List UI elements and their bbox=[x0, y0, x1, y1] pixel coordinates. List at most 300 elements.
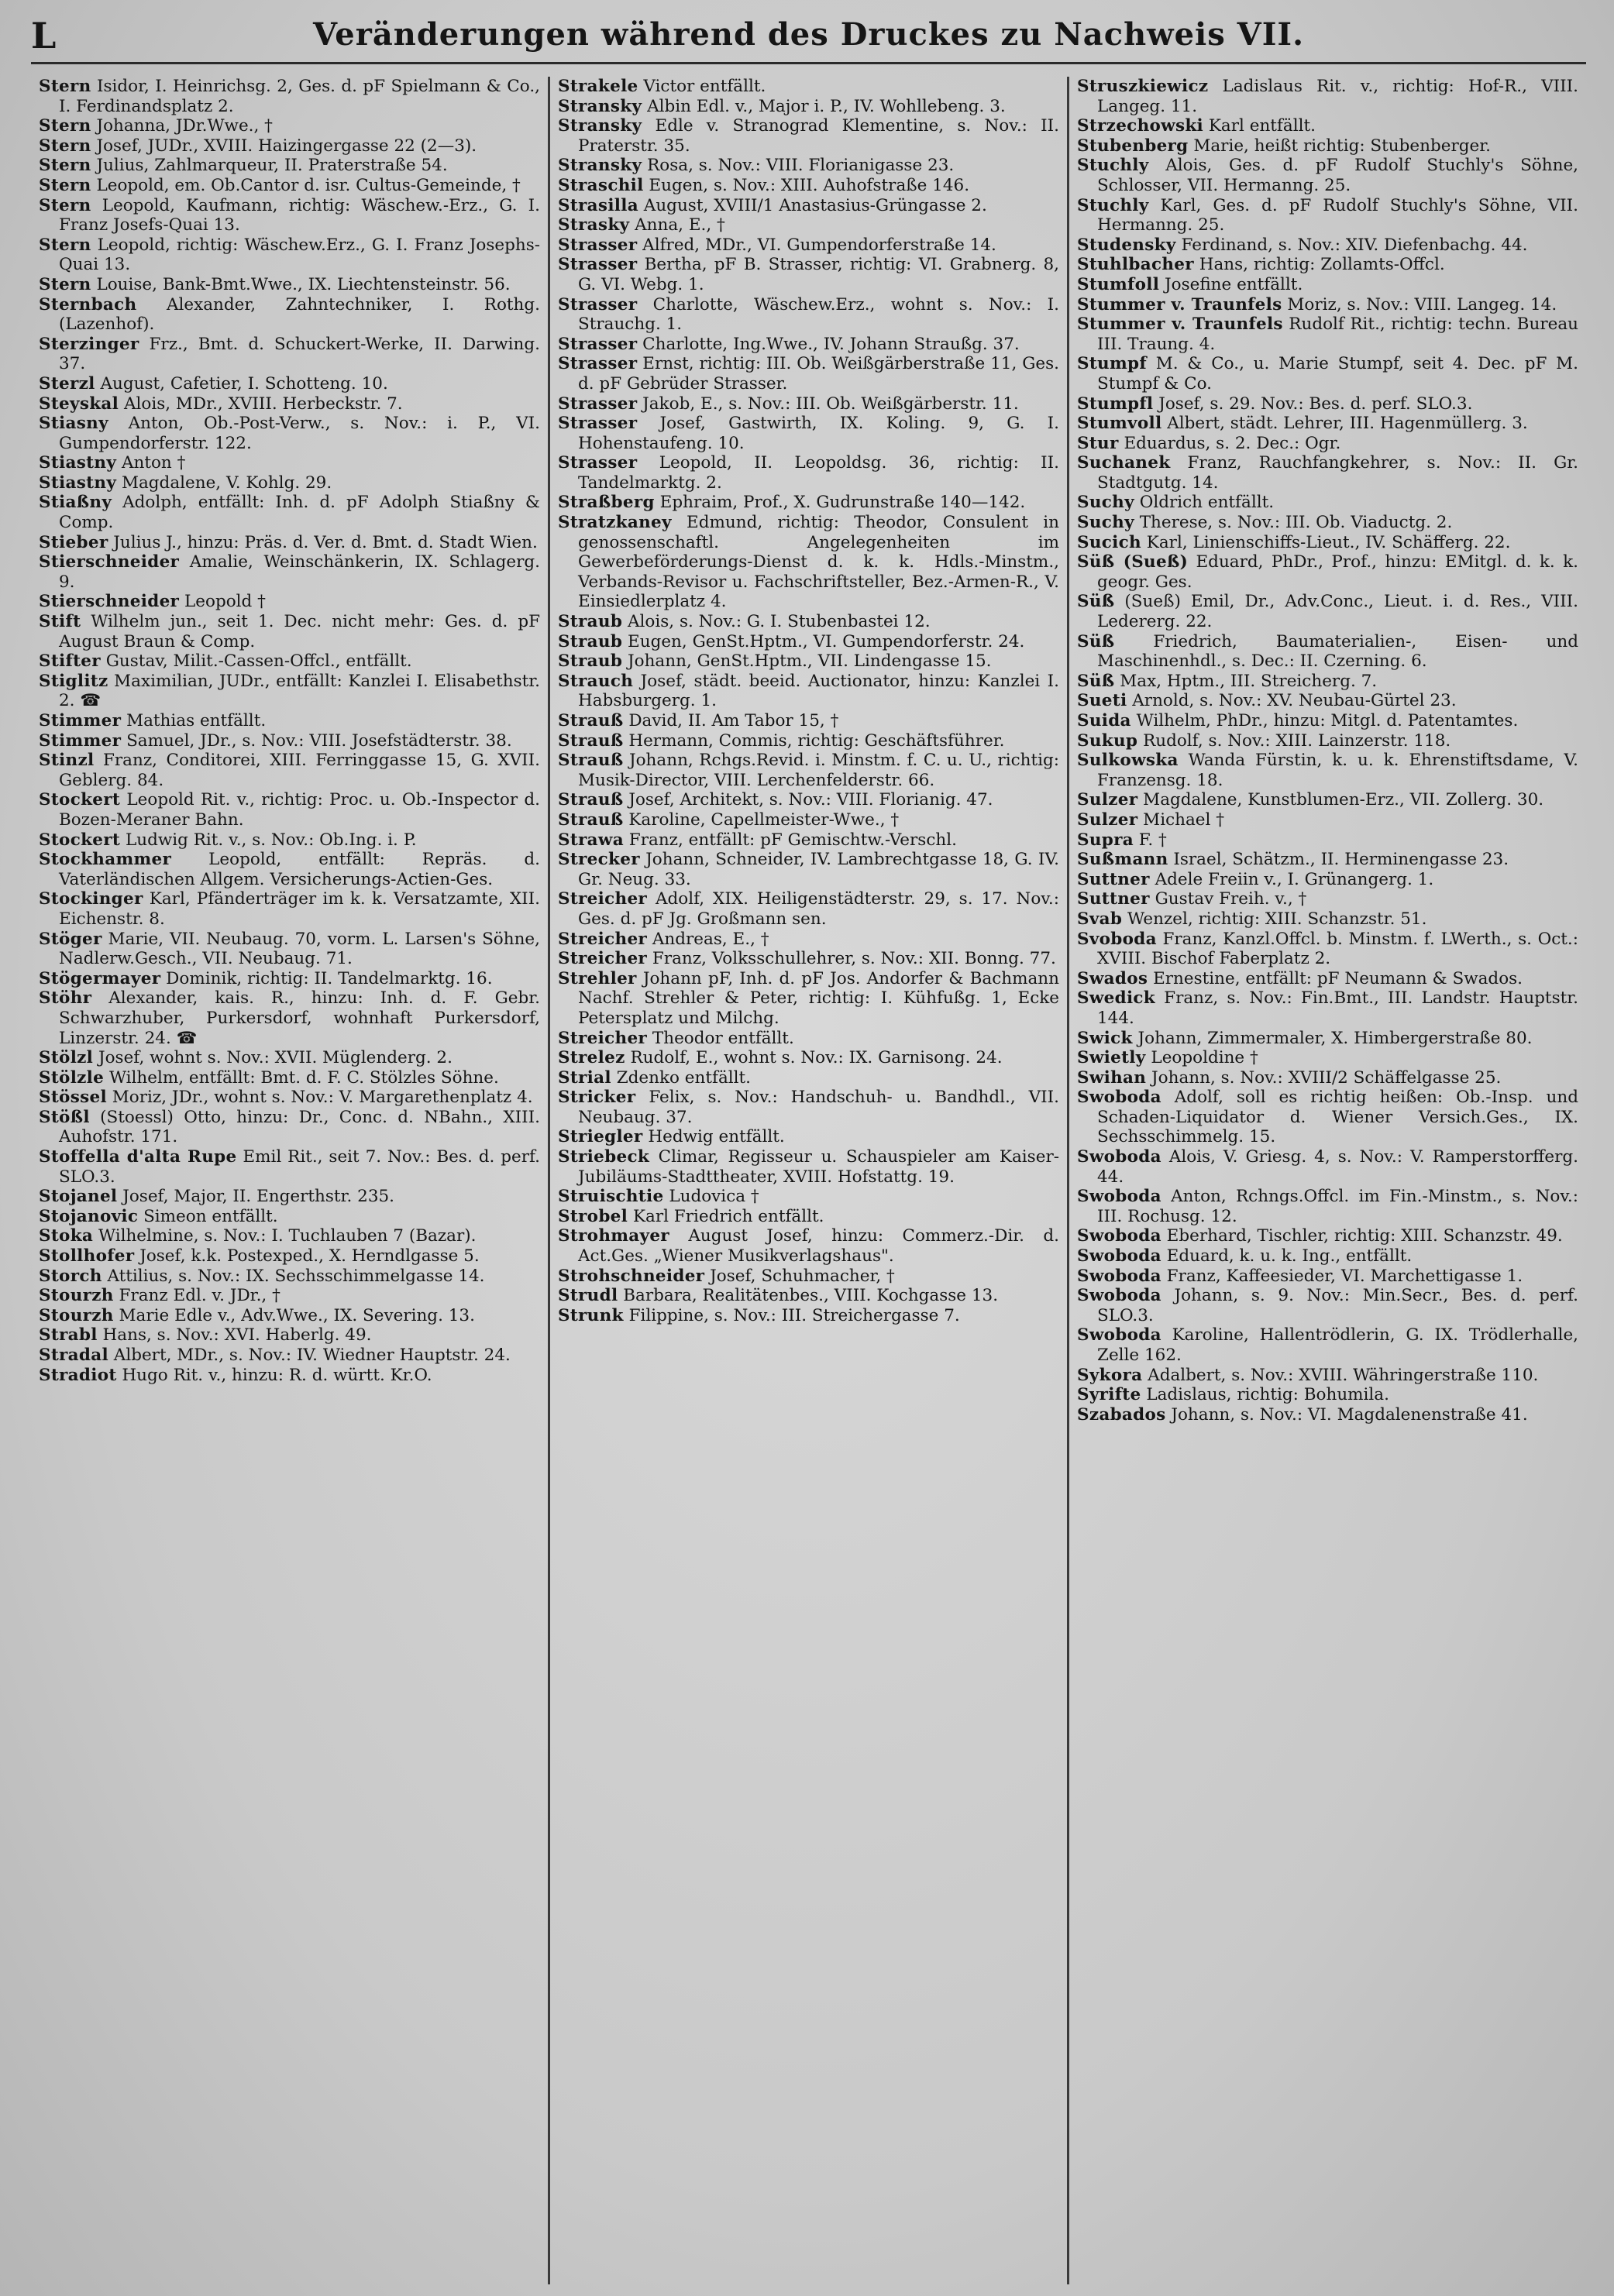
directory-entry bbox=[1077, 691, 1578, 711]
entry-details: Wanda Fürstin, k. u. k. Ehrenstiftsdame, V. Franzensg. 18. bbox=[1097, 751, 1578, 790]
directory-entry bbox=[558, 1127, 1059, 1147]
entry-details: Leopold † bbox=[179, 592, 266, 612]
entry-details: Hans, s. Nov.: XVI. Haberlg. 49. bbox=[97, 1325, 372, 1346]
entry-details: Josef, Architekt, s. Nov.: VIII. Florianig. 47. bbox=[623, 790, 993, 810]
directory-entry bbox=[558, 1187, 1059, 1207]
entry-details: Karl, Pfänderträger im k. k. Versatzamte, XII. Eichenstr. 8. bbox=[59, 889, 540, 929]
entry-name: Strasilla bbox=[558, 195, 638, 215]
entry-name: Swoboda bbox=[1077, 1325, 1161, 1346]
entry-name: Strasser bbox=[558, 334, 638, 354]
entry-details: F. † bbox=[1133, 830, 1167, 850]
entry-details: Friedrich, Baumaterialien-, Eisen- und Maschinenhdl., s. Dec.: II. Czerning. 6. bbox=[1097, 631, 1578, 672]
entry-details: Alois, V. Griesg. 4, s. Nov.: V. Ramperstorfferg. 44. bbox=[1097, 1147, 1578, 1187]
entry-details: Karl entfällt. bbox=[1203, 116, 1316, 136]
entry-details: Wenzel, richtig: XIII. Schanzstr. 51. bbox=[1122, 909, 1427, 929]
entry-name: Stur bbox=[1077, 433, 1119, 453]
entry-name: Strzechowski bbox=[1077, 116, 1204, 136]
entry-name: Stuchly bbox=[1077, 156, 1149, 176]
entry-details: Johann, GenSt.Hptm., VII. Lindengasse 15. bbox=[622, 651, 992, 672]
entry-name: Süß bbox=[1077, 671, 1115, 691]
directory-entry bbox=[39, 552, 540, 592]
entry-name: Swoboda bbox=[1077, 1088, 1161, 1108]
directory-entry bbox=[558, 830, 1059, 851]
entry-details: Arnold, s. Nov.: XV. Neubau-Gürtel 23. bbox=[1127, 691, 1457, 711]
directory-entry bbox=[39, 930, 540, 969]
directory-entry bbox=[1077, 751, 1578, 790]
entry-name: Sykora bbox=[1077, 1365, 1143, 1385]
directory-entry bbox=[39, 651, 540, 672]
directory-entry bbox=[558, 335, 1059, 355]
entry-details: August, XVIII/1 Anastasius-Grüngasse 2. bbox=[638, 195, 987, 215]
entry-name: Streicher bbox=[558, 949, 648, 969]
directory-entry bbox=[39, 711, 540, 731]
directory-entry bbox=[1077, 77, 1578, 116]
directory-entry bbox=[39, 1048, 540, 1068]
entry-details: Franz Edl. v. JDr., † bbox=[113, 1286, 280, 1306]
entry-name: Steyskal bbox=[39, 394, 119, 414]
entry-name: Strohschneider bbox=[558, 1266, 705, 1286]
entry-name: Strasser bbox=[558, 453, 638, 473]
directory-entry bbox=[558, 1068, 1059, 1088]
directory-entry bbox=[39, 592, 540, 612]
directory-entry bbox=[39, 1246, 540, 1267]
entry-name: Swihan bbox=[1077, 1067, 1147, 1088]
entry-details: Karl, Ges. d. pF Rudolf Stuchly's Söhne, VII. Hermanng. 25. bbox=[1097, 195, 1578, 235]
entry-details: Johanna, JDr.Wwe., † bbox=[91, 116, 273, 136]
entry-name: Stöger bbox=[39, 929, 102, 949]
entry-details: Josef, städt. beeid. Auctionator, hinzu: Kanzlei I. Habsburgerg. 1. bbox=[578, 671, 1059, 711]
entry-name: Stölzle bbox=[39, 1067, 105, 1088]
directory-entry bbox=[39, 275, 540, 295]
directory-entry bbox=[558, 97, 1059, 117]
directory-entry bbox=[39, 790, 540, 830]
entry-details: Charlotte, Wäschew.Erz., wohnt s. Nov.: I. Strauchg. 1. bbox=[578, 294, 1059, 335]
entry-name: Stiasny bbox=[39, 414, 108, 434]
entry-details: Franz, Conditorei, XIII. Ferringgasse 15, G. XVII. Geblerg. 84. bbox=[59, 751, 540, 790]
entry-name: Stierschneider bbox=[39, 552, 180, 572]
directory-entry bbox=[1077, 235, 1578, 256]
entry-name: Stöhr bbox=[39, 988, 92, 1009]
entry-name: Suttner bbox=[1077, 869, 1150, 889]
directory-entry bbox=[558, 255, 1059, 294]
entry-name: Swick bbox=[1077, 1028, 1133, 1048]
entry-details: Leopold, II. Leopoldsg. 36, richtig: II. Tandelmarktg. 2. bbox=[578, 453, 1059, 493]
entry-name: Sucich bbox=[1077, 532, 1141, 552]
entry-details: Dominik, richtig: II. Tandelmarktg. 16. bbox=[160, 968, 493, 988]
directory-entry bbox=[1077, 354, 1578, 394]
entry-name: Strehler bbox=[558, 968, 637, 988]
entry-name: Stubenberg bbox=[1077, 136, 1189, 156]
directory-entry bbox=[1077, 116, 1578, 136]
entry-name: Strobel bbox=[558, 1206, 628, 1226]
directory-entry bbox=[558, 751, 1059, 790]
directory-entry bbox=[1077, 988, 1578, 1028]
directory-entry bbox=[39, 136, 540, 156]
entry-details: Ludovica † bbox=[663, 1187, 759, 1207]
entry-name: Stifter bbox=[39, 651, 101, 672]
entry-details: Johann, Zimmermaler, X. Himbergerstraße 80. bbox=[1132, 1028, 1533, 1048]
directory-entry bbox=[1077, 1267, 1578, 1287]
entry-details: Zdenko entfällt. bbox=[611, 1067, 751, 1088]
entry-name: Swoboda bbox=[1077, 1187, 1161, 1207]
directory-entry bbox=[558, 1226, 1059, 1266]
entry-name: Streicher bbox=[558, 929, 648, 949]
directory-entry bbox=[1077, 156, 1578, 195]
directory-entry bbox=[1077, 930, 1578, 969]
entry-name: Süß bbox=[1077, 592, 1115, 612]
entry-details: Johann, s. Nov.: VI. Magdalenenstraße 41. bbox=[1165, 1404, 1528, 1425]
entry-details: Edle v. Stranograd Klementine, s. Nov.: II. Praterstr. 35. bbox=[578, 116, 1059, 156]
entry-details: Marie, heißt richtig: Stubenberger. bbox=[1188, 136, 1491, 156]
entry-details: Rosa, s. Nov.: VIII. Florianigasse 23. bbox=[642, 156, 955, 176]
directory-entry bbox=[1077, 533, 1578, 553]
entry-details: Ludwig Rit. v., s. Nov.: Ob.Ing. i. P. bbox=[120, 830, 417, 850]
entry-name: Stuhlbacher bbox=[1077, 255, 1194, 275]
entry-name: Stern bbox=[39, 235, 91, 255]
directory-entry bbox=[1077, 1286, 1578, 1325]
entry-name: Storch bbox=[39, 1266, 102, 1286]
column-2 bbox=[548, 77, 1067, 2284]
entry-details: Anton, Rchngs.Offcl. im Fin.-Minstm., s. Nov.: III. Rochusg. 12. bbox=[1097, 1187, 1578, 1226]
entry-details: Leopold, richtig: Wäschew.Erz., G. I. Franz Josephs-Quai 13. bbox=[59, 235, 540, 275]
entry-name: Strohmayer bbox=[558, 1226, 669, 1246]
entry-name: Stockhammer bbox=[39, 850, 172, 870]
entry-name: Stradiot bbox=[39, 1365, 117, 1385]
directory-entry bbox=[39, 1306, 540, 1326]
entry-details: Adolf, soll es richtig heißen: Ob.-Insp. und Schaden-Liquidator d. Wiener Versich.Ges., IX. Sechsschimmelg. 15. bbox=[1097, 1088, 1578, 1147]
entry-details: Karl, Linienschiffs-Lieut., IV. Schäfferg. 22. bbox=[1141, 532, 1511, 552]
directory-entry bbox=[558, 711, 1059, 731]
entry-name: Straub bbox=[558, 631, 623, 651]
entry-name: Stumpfl bbox=[1077, 394, 1154, 414]
directory-entry bbox=[39, 374, 540, 394]
entry-name: Stiglitz bbox=[39, 671, 108, 691]
entry-name: Strunk bbox=[558, 1305, 624, 1325]
entry-name: Stern bbox=[39, 116, 91, 136]
entry-details: Alois, MDr., XVIII. Herbeckstr. 7. bbox=[119, 394, 403, 414]
entry-details: Marie Edle v., Adv.Wwe., IX. Severing. 13. bbox=[113, 1305, 475, 1325]
directory-entry bbox=[558, 156, 1059, 176]
directory-entry bbox=[558, 850, 1059, 889]
entry-details: Franz, Kaffeesieder, VI. Marchettigasse 1. bbox=[1161, 1266, 1523, 1286]
page-number: L bbox=[31, 15, 57, 57]
entry-name: Süß (Sueß) bbox=[1077, 552, 1189, 572]
directory-entry bbox=[558, 116, 1059, 156]
entry-name: Syrifte bbox=[1077, 1385, 1141, 1405]
entry-name: Svoboda bbox=[1077, 929, 1157, 949]
directory-entry bbox=[1077, 1187, 1578, 1226]
entry-details: August Josef, hinzu: Commerz.-Dir. d. Act.Ges. „Wiener Musikverlagshaus". bbox=[578, 1226, 1059, 1267]
entry-details: Julius, Zahlmarqueur, II. Praterstraße 54. bbox=[91, 156, 448, 176]
entry-name: Swoboda bbox=[1077, 1246, 1161, 1267]
directory-entry bbox=[1077, 394, 1578, 414]
entry-details: Eduard, k. u. k. Ing., entfällt. bbox=[1161, 1246, 1413, 1267]
entry-name: Stern bbox=[39, 77, 91, 96]
directory-entry bbox=[558, 612, 1059, 632]
entry-name: Sulzer bbox=[1077, 809, 1138, 830]
entry-details: Wilhelm, PhDr., hinzu: Mitgl. d. Patentamtes. bbox=[1130, 711, 1519, 730]
entry-name: Stiaßny bbox=[39, 493, 112, 513]
directory-entry bbox=[1077, 1048, 1578, 1068]
directory-entry bbox=[558, 1088, 1059, 1127]
entry-name: Strauß bbox=[558, 809, 624, 830]
entry-name: Strauß bbox=[558, 751, 624, 771]
directory-entry bbox=[558, 651, 1059, 672]
directory-entry bbox=[39, 156, 540, 176]
entry-details: Moriz, JDr., wohnt s. Nov.: V. Margarethenplatz 4. bbox=[106, 1088, 533, 1108]
entry-name: Swedick bbox=[1077, 988, 1156, 1009]
entry-name: Strasser bbox=[558, 294, 638, 314]
entry-name: Stern bbox=[39, 156, 91, 176]
directory-entry bbox=[39, 176, 540, 196]
entry-details: Josef, k.k. Postexped., X. Herndlgasse 5. bbox=[134, 1246, 480, 1267]
entry-details: Josef, wohnt s. Nov.: XVII. Müglenderg. 2. bbox=[93, 1048, 453, 1068]
directory-entry bbox=[1077, 889, 1578, 909]
entry-name: Stollhofer bbox=[39, 1246, 135, 1267]
entry-name: Svab bbox=[1077, 909, 1123, 929]
entry-name: Straub bbox=[558, 651, 623, 672]
entry-name: Stoka bbox=[39, 1226, 94, 1246]
entry-details: Attilius, s. Nov.: IX. Sechsschimmelgasse 14. bbox=[102, 1266, 485, 1286]
entry-name: Süß bbox=[1077, 631, 1115, 651]
entry-name: Stummer v. Traunfels bbox=[1077, 314, 1283, 335]
column-3 bbox=[1067, 77, 1586, 2284]
entry-name: Stradal bbox=[39, 1346, 108, 1365]
directory-entry bbox=[39, 850, 540, 889]
entry-details: Albin Edl. v., Major i. P., IV. Wohllebeng. 3. bbox=[642, 96, 1006, 116]
entry-details: Climar, Regisseur u. Schauspieler am Kaiser-Jubiläums-Stadttheater, XVIII. Hofstattg. 19. bbox=[578, 1147, 1059, 1187]
entry-name: Stojanel bbox=[39, 1187, 118, 1207]
entry-details: Alexander, kais. R., hinzu: Inh. d. F. Gebr. Schwarzhuber, Purkersdorf, wohnhaft Purkersdorf, Linzerstr. 24. ☎ bbox=[59, 988, 540, 1048]
entry-details: Ladislaus Rit. v., richtig: Hof-R., VIII. Langeg. 11. bbox=[1097, 77, 1578, 116]
entry-name: Studensky bbox=[1077, 235, 1176, 255]
entry-details: Wilhelm jun., seit 1. Dec. nicht mehr: Ges. d. pF August Braun & Comp. bbox=[59, 612, 540, 651]
entry-name: Straßberg bbox=[558, 493, 655, 513]
entry-details: Josef, JUDr., XVIII. Haizingergasse 22 (2—3). bbox=[91, 136, 477, 156]
entry-details: Isidor, I. Heinrichsg. 2, Ges. d. pF Spielmann & Co., I. Ferdinandsplatz 2. bbox=[59, 77, 540, 116]
directory-entry bbox=[39, 969, 540, 989]
entry-details: Franz, s. Nov.: Fin.Bmt., III. Landstr. Hauptstr. 144. bbox=[1097, 988, 1578, 1028]
entry-details: Rudolf, s. Nov.: XIII. Lainzerstr. 118. bbox=[1137, 730, 1451, 751]
entry-name: Stern bbox=[39, 175, 91, 195]
entry-name: Strauch bbox=[558, 671, 634, 691]
entry-name: Stögermayer bbox=[39, 968, 161, 988]
entry-details: Hans, richtig: Zollamts-Offcl. bbox=[1193, 255, 1445, 275]
entry-details: Josefine entfällt. bbox=[1159, 274, 1303, 294]
entry-name: Stojanovic bbox=[39, 1206, 139, 1226]
directory-entry bbox=[1077, 255, 1578, 275]
entry-name: Sueti bbox=[1077, 691, 1127, 711]
entry-details: Bertha, pF B. Strasser, richtig: VI. Grabnerg. 8, G. VI. Webg. 1. bbox=[578, 255, 1059, 294]
entry-details: Eberhard, Tischler, richtig: XIII. Schanzstr. 49. bbox=[1161, 1226, 1563, 1246]
directory-entry bbox=[558, 949, 1059, 969]
entry-name: Strasser bbox=[558, 255, 638, 275]
directory-entry bbox=[39, 77, 540, 116]
entry-details: Maximilian, JUDr., entfällt: Kanzlei I. Elisabethstr. 2. ☎ bbox=[59, 671, 540, 711]
entry-details: Eduardus, s. 2. Dec.: Ogr. bbox=[1118, 433, 1341, 453]
entry-name: Stockert bbox=[39, 830, 121, 850]
directory-entry bbox=[558, 196, 1059, 216]
entry-name: Suttner bbox=[1077, 889, 1150, 909]
entry-details: Alois, Ges. d. pF Rudolf Stuchly's Söhne, Schlosser, VII. Hermanng. 25. bbox=[1097, 156, 1578, 195]
entry-details: Alexander, Zahntechniker, I. Rothg. (Lazenhof). bbox=[59, 294, 540, 335]
directory-entry bbox=[1077, 1068, 1578, 1088]
entry-name: Straub bbox=[558, 612, 623, 632]
entry-name: Stimmer bbox=[39, 730, 122, 751]
directory-entry bbox=[39, 1226, 540, 1246]
entry-name: Suchanek bbox=[1077, 453, 1171, 473]
entry-details: Johann, Schneider, IV. Lambrechtgasse 18, G. IV. Gr. Neug. 33. bbox=[578, 850, 1059, 889]
entry-name: Sterzinger bbox=[39, 334, 139, 354]
entry-name: Sulzer bbox=[1077, 790, 1138, 810]
directory-entry bbox=[1077, 810, 1578, 830]
directory-entry bbox=[1077, 552, 1578, 592]
directory-entry bbox=[39, 830, 540, 851]
entry-details: Josef, Major, II. Engerthstr. 235. bbox=[117, 1187, 395, 1207]
entry-details: August, Cafetier, I. Schotteng. 10. bbox=[95, 373, 388, 394]
directory-entry bbox=[39, 295, 540, 335]
entry-details: Mathias entfällt. bbox=[121, 711, 267, 730]
entry-details: Leopold, entfällt: Repräs. d. Vaterländischen Allgem. Versicherungs-Actien-Ges. bbox=[59, 850, 540, 889]
directory-entry bbox=[39, 235, 540, 275]
entry-name: Strabl bbox=[39, 1325, 98, 1346]
entry-details: Simeon entfällt. bbox=[138, 1206, 278, 1226]
entry-name: Stiastny bbox=[39, 473, 117, 493]
entry-details: Filippine, s. Nov.: III. Streichergasse 7. bbox=[623, 1305, 960, 1325]
entry-details: Eduard, PhDr., Prof., hinzu: EMitgl. d. k. k. geogr. Ges. bbox=[1097, 552, 1578, 592]
directory-entry bbox=[39, 473, 540, 493]
entry-details: Anna, E., † bbox=[629, 215, 725, 235]
entry-details: Rudolf Rit., richtig: techn. Bureau III. Traung. 4. bbox=[1097, 314, 1578, 354]
directory-entry bbox=[39, 414, 540, 453]
entry-details: Rudolf, E., wohnt s. Nov.: IX. Garnisong. 24. bbox=[625, 1048, 1003, 1068]
directory-entry bbox=[39, 1108, 540, 1147]
entry-name: Stourzh bbox=[39, 1305, 114, 1325]
entry-name: Suchy bbox=[1077, 493, 1134, 513]
directory-entry bbox=[558, 1286, 1059, 1306]
entry-name: Stuchly bbox=[1077, 195, 1149, 215]
entry-name: Stransky bbox=[558, 156, 642, 176]
directory-entry bbox=[39, 1366, 540, 1386]
entry-name: Striegler bbox=[558, 1127, 643, 1147]
entry-details: Josef, s. 29. Nov.: Bes. d. perf. SLO.3. bbox=[1153, 394, 1473, 414]
entry-name: Stern bbox=[39, 136, 91, 156]
entry-name: Suchy bbox=[1077, 513, 1134, 533]
directory-entry bbox=[558, 969, 1059, 1029]
entry-name: Stummer v. Traunfels bbox=[1077, 294, 1282, 314]
entry-name: Szabados bbox=[1077, 1404, 1166, 1425]
entry-name: Strasky bbox=[558, 215, 630, 235]
entry-details: Albert, städt. Lehrer, III. Hagenmüllerg. 3. bbox=[1161, 414, 1528, 434]
directory-entry bbox=[39, 1088, 540, 1108]
entry-details: Franz, Rauchfangkehrer, s. Nov.: II. Gr. Stadtgutg. 14. bbox=[1097, 453, 1578, 493]
entry-name: Suida bbox=[1077, 711, 1131, 730]
directory-entry bbox=[39, 394, 540, 414]
entry-name: Stern bbox=[39, 274, 91, 294]
entry-details: Victor entfällt. bbox=[638, 77, 766, 96]
directory-entry bbox=[1077, 790, 1578, 810]
directory-entry bbox=[1077, 1246, 1578, 1267]
entry-details: Johann, Rchgs.Revid. i. Minstm. f. C. u. U., richtig: Musik-Director, VIII. Lerchenfelderstr. 66. bbox=[578, 751, 1059, 790]
entry-details: Eugen, s. Nov.: XIII. Auhofstraße 146. bbox=[643, 175, 970, 195]
directory-entry bbox=[558, 414, 1059, 453]
entry-details: Adolph, entfällt: Inh. d. pF Adolph Stiaßny & Comp. bbox=[59, 493, 540, 533]
entry-details: Johann pF, Inh. d. pF Jos. Andorfer & Bachmann Nachf. Strehler & Peter, richtig: I. Kühfußg. 1, Ecke Petersplatz und Milchg. bbox=[578, 968, 1059, 1028]
entry-details: Marie, VII. Neubaug. 70, vorm. L. Larsen's Söhne, Nadlerw.Gesch., VII. Neubaug. 71. bbox=[59, 929, 540, 969]
directory-entry bbox=[1077, 1088, 1578, 1147]
directory-entry bbox=[39, 1346, 540, 1366]
directory-entry bbox=[558, 295, 1059, 335]
entry-name: Straschil bbox=[558, 175, 644, 195]
entry-details: Jakob, E., s. Nov.: III. Ob. Weißgärberstr. 11. bbox=[637, 394, 1019, 414]
directory-entry bbox=[558, 1048, 1059, 1068]
directory-entry bbox=[558, 632, 1059, 652]
entry-details: Wilhelmine, s. Nov.: I. Tuchlauben 7 (Bazar). bbox=[93, 1226, 477, 1246]
entry-name: Stinzl bbox=[39, 751, 95, 771]
directory-entry bbox=[1077, 275, 1578, 295]
directory-entry bbox=[39, 493, 540, 532]
entry-details: Edmund, richtig: Theodor, Consulent in genossenschaftl. Angelegenheiten im Gewerbeförderungs-Dienst d. k. k. Hdls.-Minstm., Verbands-Revisor u. Fachschriftsteller, Bez.-Armen-R., V. Einsiedlerplatz 4. bbox=[578, 513, 1059, 612]
entry-details: Adele Freiin v., I. Grünangerg. 1. bbox=[1149, 869, 1434, 889]
entry-details: Theodor entfällt. bbox=[647, 1028, 794, 1048]
directory-entry bbox=[1077, 1405, 1578, 1425]
directory-entry bbox=[558, 1029, 1059, 1049]
entry-details: Julius J., hinzu: Präs. d. Ver. d. Bmt. d. Stadt Wien. bbox=[108, 532, 538, 552]
directory-entry bbox=[39, 672, 540, 711]
directory-entry bbox=[39, 1207, 540, 1227]
entry-name: Strasser bbox=[558, 354, 638, 374]
directory-entry bbox=[1077, 969, 1578, 989]
entry-name: Stourzh bbox=[39, 1286, 114, 1306]
directory-entry bbox=[1077, 136, 1578, 156]
entry-details: Frz., Bmt. d. Schuckert-Werke, II. Darwing. 37. bbox=[59, 334, 540, 374]
entry-details: Israel, Schätzm., II. Herminengasse 23. bbox=[1168, 850, 1509, 870]
entry-details: David, II. Am Tabor 15, † bbox=[623, 711, 839, 730]
directory-entry bbox=[558, 810, 1059, 830]
entry-name: Swoboda bbox=[1077, 1147, 1161, 1167]
entry-name: Strasser bbox=[558, 394, 638, 414]
entry-details: (Sueß) Emil, Dr., Adv.Conc., Lieut. i. d. Res., VIII. Ledererg. 22. bbox=[1097, 592, 1578, 632]
entry-details: Max, Hptm., III. Streicherg. 7. bbox=[1114, 671, 1378, 691]
directory-entry bbox=[39, 1187, 540, 1207]
entry-name: Stößl bbox=[39, 1107, 90, 1127]
directory-entry bbox=[1077, 493, 1578, 513]
entry-details: Magdalene, Kunstblumen-Erz., VII. Zollerg. 30. bbox=[1137, 790, 1544, 810]
entry-name: Stern bbox=[39, 195, 91, 215]
directory-entry bbox=[558, 1267, 1059, 1287]
entry-name: Striebeck bbox=[558, 1147, 650, 1167]
entry-details: Hermann, Commis, richtig: Geschäftsführer. bbox=[623, 730, 1005, 751]
entry-name: Strasser bbox=[558, 235, 638, 255]
directory-entry bbox=[558, 930, 1059, 950]
entry-name: Strawa bbox=[558, 830, 624, 850]
directory-entry bbox=[1077, 1385, 1578, 1405]
entry-name: Stieber bbox=[39, 532, 108, 552]
entry-name: Stift bbox=[39, 612, 81, 632]
directory-entry bbox=[1077, 1147, 1578, 1187]
entry-name: Strudl bbox=[558, 1286, 618, 1306]
directory-entry bbox=[1077, 592, 1578, 631]
entry-name: Swoboda bbox=[1077, 1226, 1161, 1246]
entry-name: Strauß bbox=[558, 730, 624, 751]
entry-name: Sukup bbox=[1077, 730, 1138, 751]
entry-details: M. & Co., u. Marie Stumpf, seit 4. Dec. pF M. Stumpf & Co. bbox=[1097, 354, 1578, 394]
entry-name: Stransky bbox=[558, 96, 642, 116]
directory-entry bbox=[558, 354, 1059, 394]
directory-entry bbox=[1077, 414, 1578, 434]
directory-entry bbox=[39, 1286, 540, 1306]
entry-details: Albert, MDr., s. Nov.: IV. Wiedner Hauptstr. 24. bbox=[108, 1346, 511, 1365]
